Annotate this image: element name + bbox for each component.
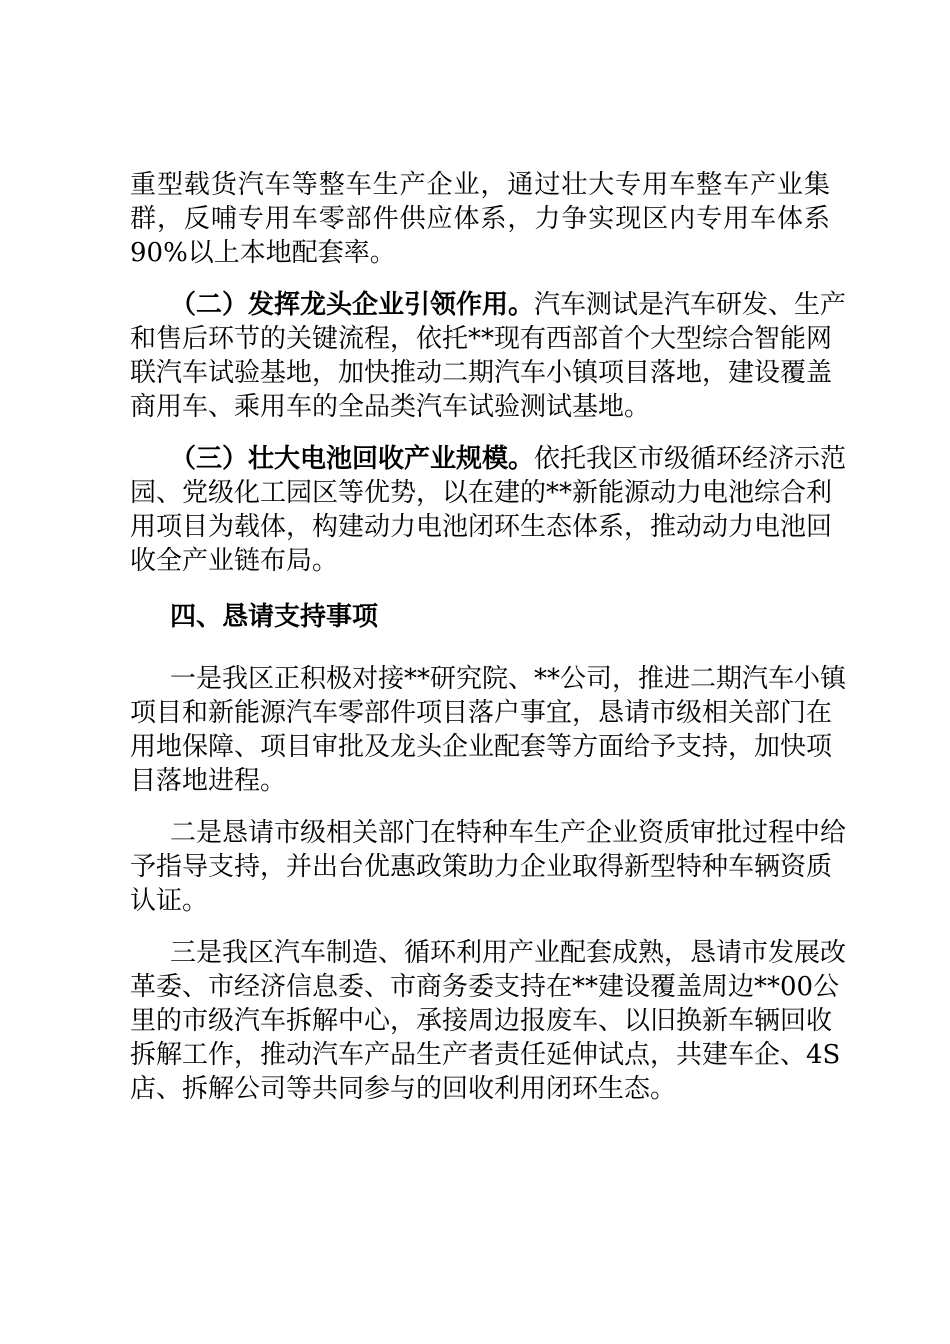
section4-heading: 四、恳请支持事项 xyxy=(170,602,379,632)
para1-line-3: 90%以上本地配套率。 xyxy=(130,238,396,268)
para4-line-4: 目落地进程。 xyxy=(130,766,287,796)
para2-line-4: 商用车、乘用车的全品类汽车试验测试基地。 xyxy=(130,392,651,422)
para1-line-2: 群，反哺专用车零部件供应体系，力争实现区内专用车体系 xyxy=(130,204,830,234)
para5-line-1: 二是恳请市级相关部门在特种车生产企业资质审批过程中给 xyxy=(170,818,847,848)
para2-line-3: 联汽车试验基地，加快推动二期汽车小镇项目落地，建设覆盖 xyxy=(130,358,833,388)
para2-line-2: 和售后环节的关键流程，依托**现有西部首个大型综合智能网 xyxy=(130,324,833,354)
para2-line-1-text: 汽车测试是汽车研发、生产 xyxy=(534,290,847,320)
para2-line-1 xyxy=(170,288,847,322)
para6-line-2: 革委、市经济信息委、市商务委支持在**建设覆盖周边**00公 xyxy=(130,972,840,1002)
para1-line-1: 重型载货汽车等整车生产企业，通过壮大专用车整车产业集 xyxy=(130,170,830,200)
para3-line-3: 用项目为载体，构建动力电池闭环生态体系，推动动力电池回 xyxy=(130,512,833,542)
para6-line-5: 店、拆解公司等共同参与的回收利用闭环生态。 xyxy=(130,1074,677,1104)
para5-line-2: 予指导支持，并出台优惠政策助力企业取得新型特种车辆资质 xyxy=(130,852,833,882)
para4-line-3: 用地保障、项目审批及龙头企业配套等方面给予支持，加快项 xyxy=(130,732,833,762)
para3-heading: （三）壮大电池回收产业规模。 xyxy=(170,444,535,474)
para6-line-3: 里的市级汽车拆解中心，承接周边报废车、以旧换新车辆回收 xyxy=(130,1006,833,1036)
para3-line-4: 收全产业链布局。 xyxy=(130,546,339,576)
para4-line-1: 一是我区正积极对接**研究院、**公司，推进二期汽车小镇 xyxy=(170,664,847,694)
para2-heading: （二）发挥龙头企业引领作用。 xyxy=(170,290,535,320)
para4-line-2: 项目和新能源汽车零部件项目落户事宜，恳请市级相关部门在 xyxy=(130,698,833,728)
para3-line-1 xyxy=(170,442,847,476)
para6-line-1: 三是我区汽车制造、循环利用产业配套成熟，恳请市发展改 xyxy=(170,938,847,968)
para5-line-3: 认证。 xyxy=(130,886,209,916)
para3-line-2: 园、党级化工园区等优势，以在建的**新能源动力电池综合利 xyxy=(130,478,833,508)
para6-line-4: 拆解工作，推动汽车产品生产者责任延伸试点，共建车企、4S xyxy=(130,1040,841,1070)
para3-line-1-text: 依托我区市级循环经济示范 xyxy=(534,444,847,474)
